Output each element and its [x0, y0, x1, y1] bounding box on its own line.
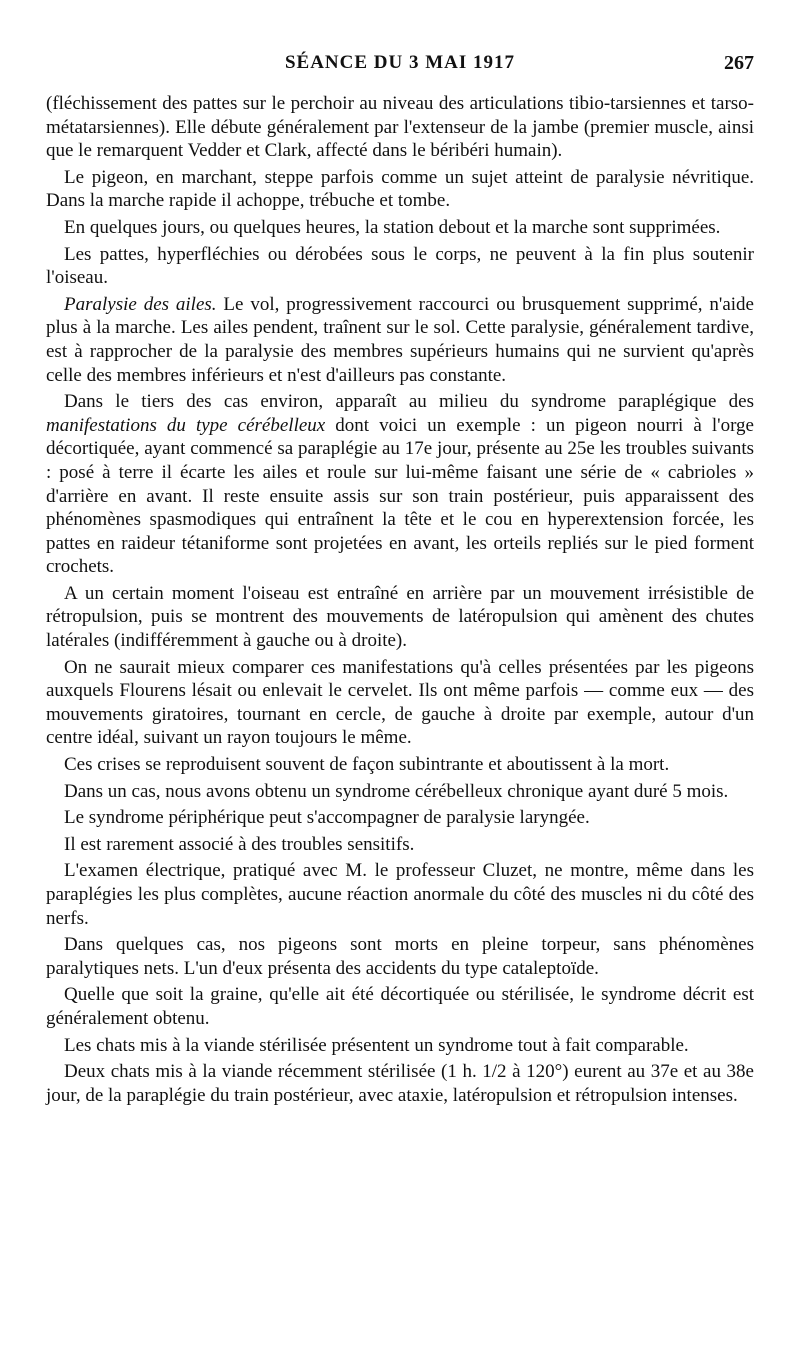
paragraph: A un certain moment l'oiseau est entraîné en arrière par un mouvement irrésistible de rétropulsion, puis se montrent des mouvements de latéropulsion qui amènent des chutes latérales (indifféremment à gauche ou à droite).: [46, 582, 754, 652]
page-header: [46, 52, 754, 92]
italic-phrase: manifestations du type cérébelleux: [46, 414, 326, 436]
paragraph: Dans quelques cas, nos pigeons sont morts en pleine torpeur, sans phénomènes paralytiques nets. L'un d'eux présenta des accidents du type cataleptoïde.: [46, 934, 754, 979]
paragraph: Le pigeon, en marchant, steppe parfois comme un sujet atteint de paralysie névritique. Dans la marche rapide il achoppe, trébuche et tombe.: [46, 166, 754, 212]
page-number: 267: [724, 52, 754, 74]
paragraph: Il est rarement associé à des troubles sensitifs.: [64, 833, 415, 855]
paragraph: L'examen électrique, pratiqué avec M. le professeur Cluzet, ne montre, même dans les paraplégies les plus complètes, aucune réaction anormale du côté des muscles ni du côté des nerfs.: [46, 860, 754, 929]
paragraph: Paralysie des ailes. Le vol, progressivement raccourci ou brusquement supprimé, n'aide plus à la marche. Les ailes pendent, traînent sur le sol. Cette paralysie, généralement tardive, est à rapprocher de la paralysie des membres supérieurs humains qui ne survient qu'après celle des membres inférieurs et n'est d'ailleurs pas constante.: [46, 293, 754, 386]
paragraph: Quelle que soit la graine, qu'elle ait été décortiquée ou stérilisée, le syndrome décrit est généralement obtenu.: [46, 984, 754, 1029]
paragraph: Ces crises se reproduisent souvent de façon subintrante et aboutissent à la mort.: [64, 754, 670, 776]
section-heading-paralysie-des-ailes: Paralysie des ailes.: [64, 293, 217, 315]
paragraph: Dans le tiers des cas environ, apparaît au milieu du syndrome paraplégique des manifestations du type cérébelleux dont voici un exemple : un pigeon nourri à l'orge décortiquée, ayant commencé sa paraplégie au 17e jour, présente au 25e les troubles suivants : posé à terre il écarte les ailes et roule sur lui-même faisant une série de « cabrioles » d'arrière en avant. Il reste ensuite assis sur son train postérieur, puis apparaissent des phénomènes spasmodiques qui entraînent la tête et le cou en hyperextension forcée, les pattes en raideur tétaniforme sont projetées en avant, les orteils repliés sur le pied forment crochets.: [46, 391, 754, 578]
paragraph: Dans un cas, nous avons obtenu un syndrome cérébelleux chronique ayant duré 5 mois.: [64, 780, 729, 802]
paragraph: (fléchissement des pattes sur le perchoir au niveau des articulations tibio-tarsiennes et tarso-métatarsiennes). Elle débute généralement par l'extenseur de la jambe (premier muscle, ainsi que le remarquent Vedder et Clark, affecté dans le béribéri humain).: [46, 93, 754, 162]
paragraph: Les chats mis à la viande stérilisée présentent un syndrome tout à fait comparable.: [64, 1034, 689, 1056]
paragraph: En quelques jours, ou quelques heures, la station debout et la marche sont supprimées.: [64, 216, 721, 238]
paragraph: Le syndrome périphérique peut s'accompagner de paralysie laryngée.: [64, 807, 590, 829]
paragraph: On ne saurait mieux comparer ces manifestations qu'à celles présentées par les pigeons auxquels Flourens lésait ou enlevait le cervelet. Ils ont même parfois — comme eux — des mouvements giratoires, tournant en cercle, de gauche à droite par exemple, autour d'un centre idéal, suivant un rayon toujours le même.: [46, 656, 754, 749]
article-body: [46, 92, 754, 1107]
running-head: SÉANCE DU 3 MAI 1917: [284, 52, 516, 73]
paragraph: Deux chats mis à la viande récemment stérilisée (1 h. 1/2 à 120°) eurent au 37e et au 38e jour, de la paraplégie du train postérieur, avec ataxie, latéropulsion et rétropulsion intenses.: [46, 1061, 754, 1106]
paragraph: Les pattes, hyperfléchies ou dérobées sous le corps, ne peuvent à la fin plus soutenir l'oiseau.: [46, 243, 754, 289]
